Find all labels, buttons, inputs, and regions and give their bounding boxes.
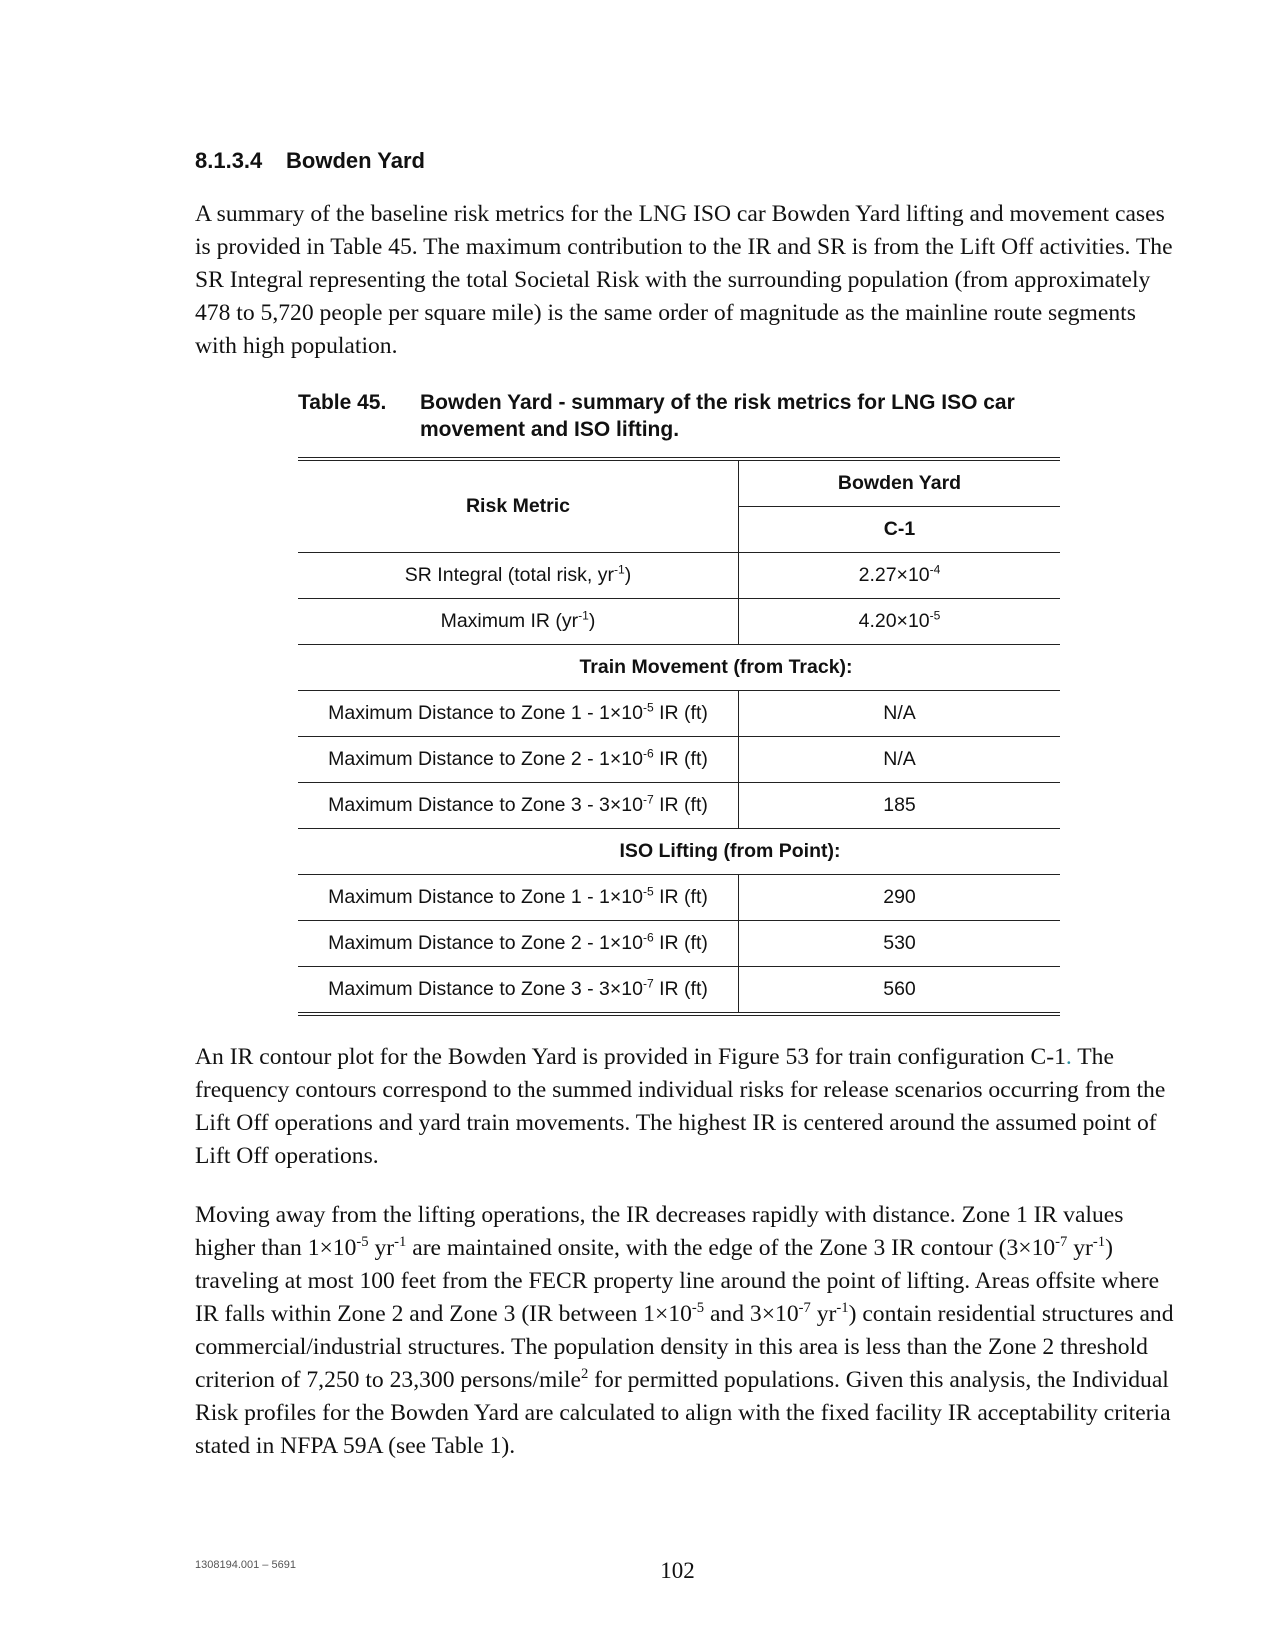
metric-label: Maximum IR $(yr^{-1})$ <box>298 599 739 645</box>
table-row <box>298 875 1060 921</box>
table-header-row <box>298 459 1060 507</box>
metric-value: $2.27\times 10^{-4}$ <box>739 553 1061 599</box>
table-row <box>298 783 1060 829</box>
metric-value: $4.20\times 10^{-5}$ <box>739 599 1061 645</box>
metric-label: Maximum Distance to Zone $1 - 1\times 10^{-5}$ IR (ft) <box>298 875 739 921</box>
section-number: 8.1.3.4 <box>195 148 263 173</box>
section-heading <box>195 148 425 174</box>
metric-label: Maximum Distance to Zone $3 - 3\times 10^{-7}$ IR (ft) <box>298 967 739 1015</box>
section-row-iso-lifting <box>298 829 1060 875</box>
table-caption-label: Table 45. <box>298 391 387 414</box>
metric-value: 560 <box>739 967 1061 1015</box>
metric-value: N/A <box>739 737 1061 783</box>
metric-value: 290 <box>739 875 1061 921</box>
section-label: ISO Lifting (from Point): <box>619 840 841 862</box>
table-caption-text: Bowden Yard - summary of the risk metrics for LNG ISO car movement and ISO lifting. <box>420 391 1015 441</box>
section-row-train-movement <box>298 645 1060 691</box>
footer-document-id: 1308194.001 – 5691 <box>195 1559 296 1571</box>
table-row <box>298 921 1060 967</box>
table-row <box>298 553 1060 599</box>
table-row <box>298 967 1060 1015</box>
metric-label: Maximum Distance to Zone $3 - 3\times 10^{-7}$ IR (ft) <box>298 783 739 829</box>
section-title: Bowden Yard <box>286 148 425 173</box>
table-row <box>298 737 1060 783</box>
risk-metrics-table <box>298 457 1060 1016</box>
metric-value: 185 <box>739 783 1061 829</box>
analysis-paragraph: Moving away from the lifting operations, the IR decreases rapidly with distance. Zone 1 IR values higher than $1\times 10^{-5}$ $yr^{-1}$ are maintained onsite, with the edge of the Zone 3 IR contour ($3\times 10^{-7}$ $yr^{-1}$) traveling at most 100 feet from the FECR property line around the point of lifting. Areas offsite where IR falls within Zone 2 and Zone 3 (IR between $1\times 10^{-5}$ and $3\times 10^{-7}$ $yr^{-1}$) contain residential structures and commercial/industrial structures. The population density in this area is less than the Zone 2 threshold criterion of 7,250 to 23,300 persons/mile$^2$ for permitted populations. Given this analysis, the Individual Risk profiles for the Bowden Yard are calculated to align with the fixed facility IR acceptability criteria stated in NFPA 59A (see Table 1). <box>195 1202 1174 1459</box>
metric-label: Maximum Distance to Zone $2 - 1\times 10^{-6}$ IR (ft) <box>298 737 739 783</box>
metric-label: SR Integral (total risk, $yr^{-1}$) <box>298 553 739 599</box>
metric-value: 530 <box>739 921 1061 967</box>
table-caption <box>298 389 1098 443</box>
page-number: 102 <box>660 1558 695 1583</box>
metric-label: Maximum Distance to Zone $1 - 1\times 10^{-5}$ IR (ft) <box>298 691 739 737</box>
table-row <box>298 691 1060 737</box>
metric-label: Maximum Distance to Zone $2 - 1\times 10^{-6}$ IR (ft) <box>298 921 739 967</box>
table-row <box>298 599 1060 645</box>
intro-paragraph: A summary of the baseline risk metrics for the LNG ISO car Bowden Yard lifting and movement cases is provided in Table 45. The maximum contribution to the IR and SR is from the Lift Off activities. The SR Integral representing the total Societal Risk with the surrounding population (from approximately 478 to 5,720 people per square mile) is the same order of magnitude as the mainline route segments with high population. <box>195 201 1173 359</box>
header-risk-metric: Risk Metric <box>298 459 739 553</box>
header-bowden-yard: Bowden Yard <box>739 459 1061 507</box>
contour-paragraph: An IR contour plot for the Bowden Yard is provided in Figure 53 for train configuration C-1. The frequency contours correspond to the summed individual risks for release scenarios occurring from the Lift Off operations and yard train movements. The highest IR is centered around the assumed point of Lift Off operations. <box>195 1044 1166 1169</box>
header-c1: C-1 <box>739 507 1061 553</box>
metric-value: N/A <box>739 691 1061 737</box>
section-label: Train Movement (from Track): <box>579 656 853 678</box>
